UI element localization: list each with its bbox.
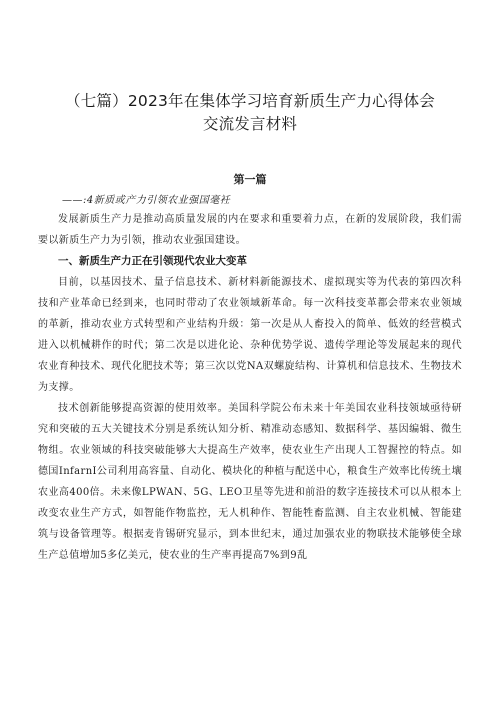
document-title [38, 90, 462, 136]
body-paragraph-1: 目前，以基因技术、量子信息技术、新材料新能源技术、虚拟现实等为代表的第四次科技和产业革命已经到来，也同时带动了农业领域新革命。每一次科技变革都会带来农业领域的革新，推动农业方式转型和产业结构升级：第一次是从人畜投入的简单、低效的经营模式进入以机械耕作的时代；第二次是以进化论、杂种优势学说、遗传学理论等发展起来的现代农业育种技术、现代化肥技术等；第三次以党NA双螺旋结构、计算机和信息技术、生物技术为支撑。 [38, 277, 462, 393]
heading-1: 一、新质生产力正在引领现代农业大变革 [58, 255, 247, 267]
section-subtitle: ——:4新质或产力引领农业强国毫衽 [62, 195, 231, 206]
document-title-line-1: （七篇）2023年在集体学习培育新质生产力心得体会 [65, 92, 435, 110]
body-paragraph-2: 技术创新能够提高资源的使用效率。美国科学院公布未来十年美国农业科技领域亟待研究和突破的五大关键技术分别是系统认知分析、精准动态感知、数据科学、基因编辑、微生物组。农业领域的科技突破能够大大提高生产效率，使农业生产出现人工智握控的特点。如德国InfarnI公司利用高容量、自动化、模块化的种植与配送中心，粮食生产效率比传统土壤农业高400倍。未来像LPWAN、5G、LEO卫星等先进和前沿的数字连接技术可以从根本上改变农业生产方式，如智能作物监控，无人机种作、智能牲畜监测、自主农业机械、智能建筑与设备管理等。根据麦肯锡研究显示，到本世纪末，通过加强农业的物联技术能够使全球生产总值增加5多亿美元，使农业的生产率再提高7%到9乱 [38, 403, 462, 561]
section-title: 第一篇 [233, 173, 267, 186]
intro-paragraph: 发展新质生产力是推动高质量发展的内在要求和重要着力点，在新的发展阶段，我们需要以新质生产力为引领，推动农业强国建设。 [38, 214, 462, 246]
document-title-line-2: 交流发言材料 [202, 115, 298, 133]
